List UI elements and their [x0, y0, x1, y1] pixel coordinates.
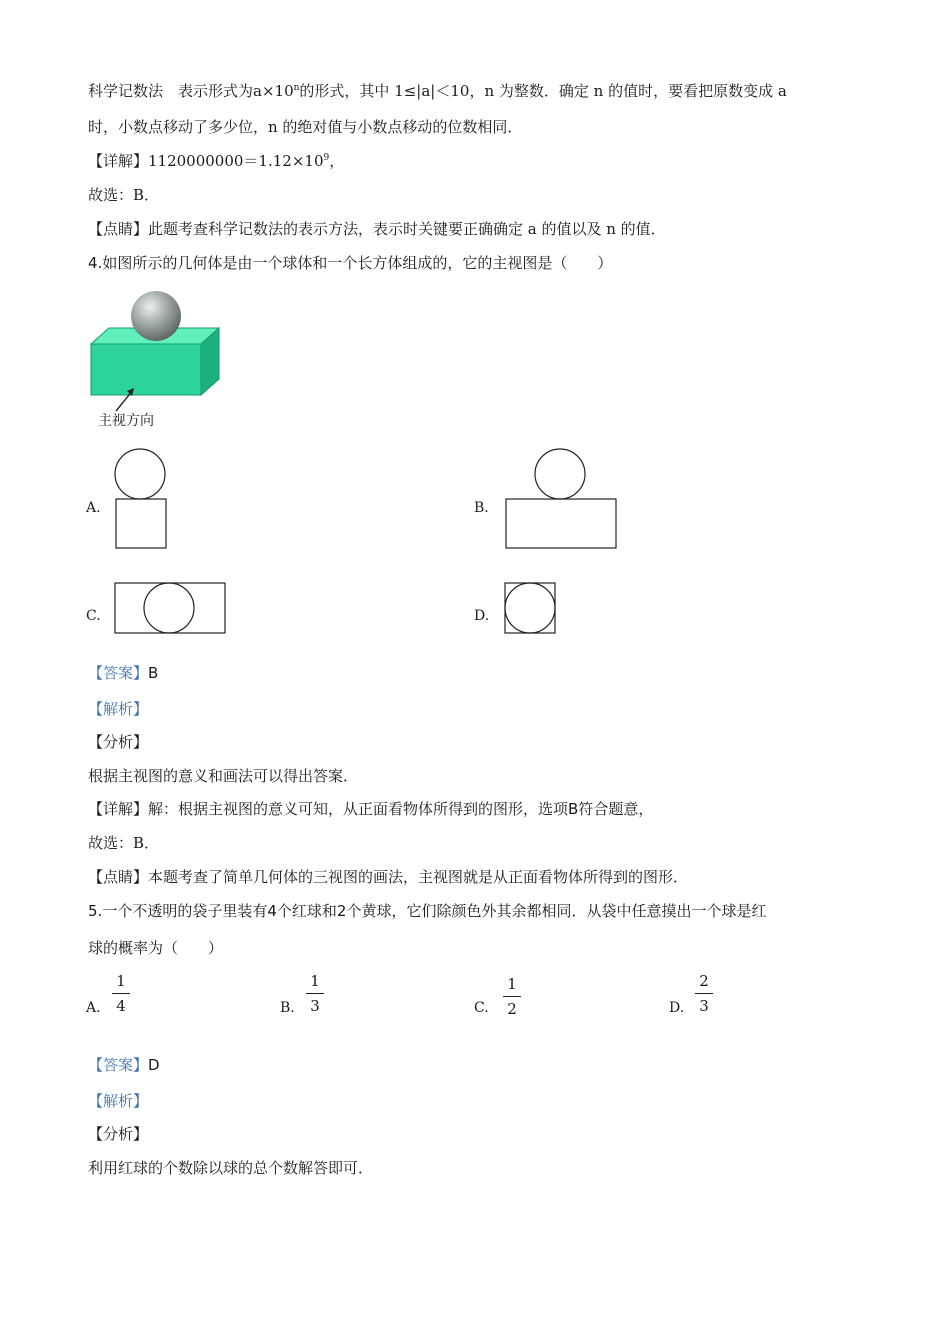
denominator: 3	[310, 997, 320, 1015]
denominator: 3	[699, 997, 709, 1015]
numerator: 1	[310, 972, 320, 990]
q4-choice-line: 故选：B．	[88, 834, 160, 852]
text-span: 【详解】解：根据主视图的意义可知，从正面看物体所得到的图形，选项	[88, 800, 569, 818]
question-text: 如图所示的几何体是由一个球体和一个长方体组成的，它的主视图是（ ）	[102, 254, 613, 272]
q5-stem	[88, 901, 766, 921]
numerator: 1	[116, 972, 126, 990]
option-c-figure	[113, 581, 228, 635]
q4-fenxi-tag: 【分析】	[88, 733, 149, 751]
superscript: 9	[323, 153, 330, 163]
fraction-bar	[306, 993, 324, 994]
q5-option-c-label: C.	[474, 1000, 489, 1016]
question-text: 一个不透明的袋子里装有	[102, 902, 268, 920]
text-span: 科学记数法 表示形式为	[88, 82, 254, 100]
option-d-figure	[503, 581, 558, 635]
q5-option-c-fraction	[502, 975, 522, 1018]
text-span: B	[568, 800, 579, 818]
yellow-count: 2	[336, 902, 347, 920]
q5-fenxi-tag: 【分析】	[88, 1125, 149, 1143]
superscript: n	[293, 83, 300, 93]
question-number: 5.	[88, 902, 103, 920]
q5-answer-line	[88, 1055, 160, 1075]
question-text: 个黄球，它们除颜色外其余都相同．从袋中任意摸出一个球是红	[346, 902, 767, 920]
option-a-figure	[114, 448, 168, 550]
q5-option-a-label: A.	[86, 1000, 101, 1016]
q4-fenxi-text: 根据主视图的意义和画法可以得出答案．	[88, 767, 359, 785]
q4-comment-line: 【点睛】本题考查了简单几何体的三视图的画法，主视图就是从正面看物体所得到的图形．	[88, 868, 689, 886]
q4-analysis-tag: 【解析】	[88, 700, 149, 718]
text-span: 的形式，其中 1≤|a|＜10，n 为整数．确定 n 的值时，要看把原数变成 a	[299, 82, 787, 100]
q5-option-a-fraction	[111, 972, 131, 1015]
denominator: 4	[116, 997, 126, 1015]
fraction-bar	[695, 993, 713, 994]
numerator: 1	[507, 975, 517, 993]
answer-value: B	[148, 664, 159, 682]
text-span: 符合题意，	[578, 800, 654, 818]
fraction-bar	[503, 996, 521, 997]
denominator: 2	[507, 1000, 517, 1018]
q5-option-b-label: B.	[280, 1000, 295, 1016]
option-b-figure	[504, 448, 619, 550]
q5-option-d-fraction	[694, 972, 714, 1015]
question-text: 个红球和	[276, 902, 337, 920]
answer-tag: 【答案】	[88, 1056, 149, 1074]
text-span: 【详解】1120000000＝1.12×10	[88, 152, 324, 170]
text-line-1	[88, 81, 787, 101]
option-c-label: C.	[86, 608, 101, 624]
option-b-label: B.	[474, 500, 489, 516]
choice-line: 故选：B．	[88, 186, 160, 204]
q5-fenxi-text: 利用红球的个数除以球的总个数解答即可．	[88, 1159, 374, 1177]
fraction-bar	[112, 993, 130, 994]
q4-stem	[88, 253, 612, 273]
view-direction-label: 主视方向	[98, 413, 154, 429]
q5-stem-line2: 球的概率为（ ）	[88, 939, 224, 957]
text-span: ，	[329, 152, 345, 170]
q4-answer-line	[88, 663, 158, 683]
detail-line	[88, 151, 344, 171]
q4-detail-line	[88, 799, 653, 819]
answer-value: D	[148, 1056, 160, 1074]
option-a-label: A.	[86, 500, 101, 516]
text-line-2: 时，小数点移动了多少位，n 的绝对值与小数点移动的位数相同．	[88, 118, 523, 136]
numerator: 2	[699, 972, 709, 990]
comment-line: 【点睛】此题考查科学记数法的表示方法，表示时关键要正确确定 a 的值以及 n 的值．	[88, 220, 666, 238]
text-span: a×10	[253, 82, 294, 100]
q5-option-d-label: D.	[669, 1000, 685, 1016]
answer-tag: 【答案】	[88, 664, 149, 682]
option-d-label: D.	[474, 608, 490, 624]
q5-analysis-tag: 【解析】	[88, 1092, 149, 1110]
red-count: 4	[267, 902, 277, 920]
question-number: 4.	[88, 254, 103, 272]
q5-option-b-fraction	[305, 972, 325, 1015]
